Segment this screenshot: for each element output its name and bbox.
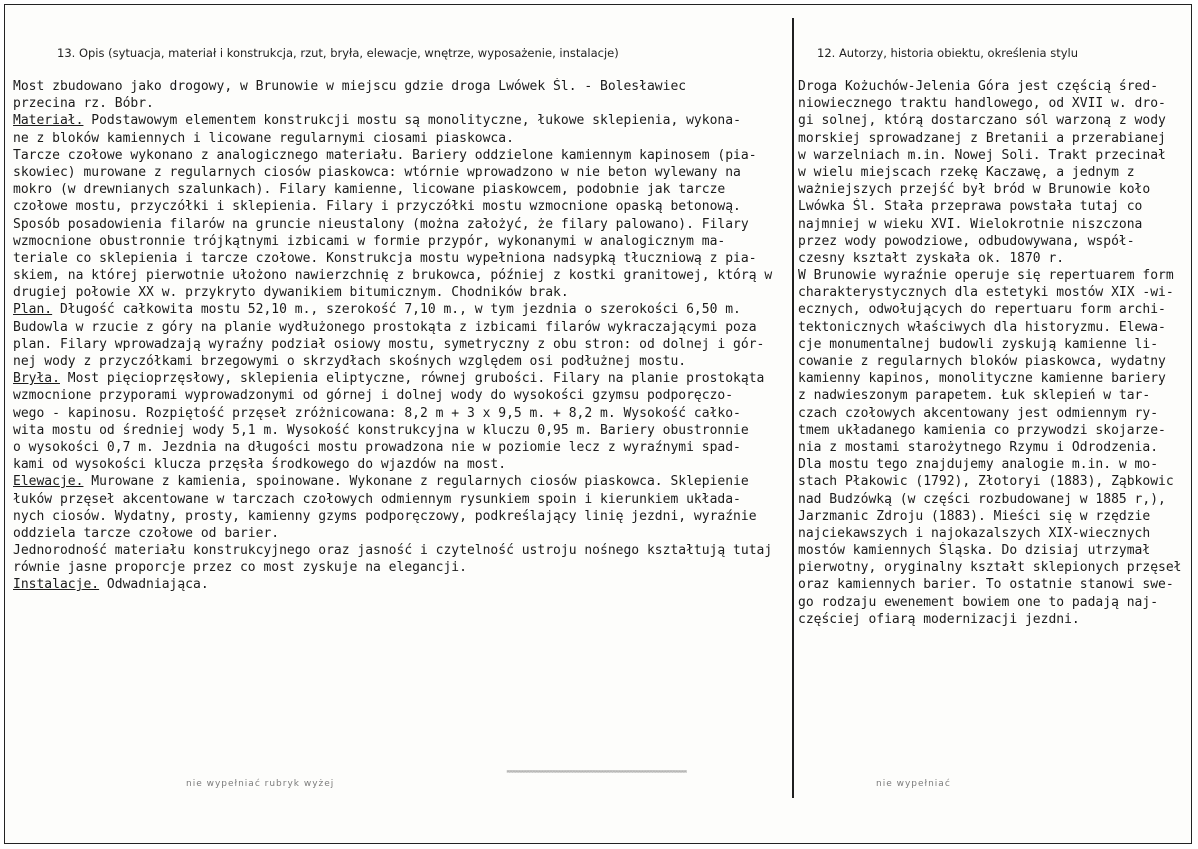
line-text: Murowane z kamienia, spoinowane. Wykonane z regularnych ciosów piaskowca. Sklepienie bbox=[83, 474, 749, 490]
line-text: Budowla w rzucie z góry na planie wydłużonego prostokąta z izbicami filarów wykraczającymi poza bbox=[13, 319, 757, 335]
description-line bbox=[13, 422, 789, 439]
line-text: drugiej połowie XX w. przykryto dywanikiem bitumicznym. Chodników brak. bbox=[13, 285, 569, 301]
line-text: Odwadniająca. bbox=[99, 577, 209, 593]
history-line: ważniejszych przejść był bród w Brunowie koło bbox=[798, 182, 1151, 198]
history-line: w wielu miejscach rzekę Kaczawę, a jednym z bbox=[798, 164, 1135, 180]
footer-note-right: nie wypełniać bbox=[876, 779, 951, 789]
line-text: Sposób posadowienia filarów na gruncie nieustalony (można założyć, że filary palowano). Filary bbox=[13, 216, 749, 232]
line-text: o wysokości 0,7 m. Jezdnia na długości mostu prowadzona nie w poziomie lecz z wyraźnymi spad- bbox=[13, 439, 741, 455]
description-line bbox=[13, 559, 789, 576]
description-line bbox=[13, 216, 789, 233]
description-line bbox=[13, 353, 789, 370]
description-line bbox=[13, 319, 789, 336]
history-line: tektonicznych właściwych dla historyzmu. Elewa- bbox=[798, 319, 1166, 335]
description-line bbox=[13, 576, 789, 593]
description-line bbox=[13, 387, 789, 404]
description-line bbox=[13, 78, 789, 95]
form-footer bbox=[16, 770, 1176, 796]
section-13-heading: 13. Opis (sytuacja, materiał i konstrukcja, rzut, bryła, elewacje, wnętrze, wyposażenie, instalacje) bbox=[57, 46, 619, 60]
line-text: oddziela tarcze czołowe od barier. bbox=[13, 525, 280, 541]
history-line: czach czołowych akcentowany jest odmiennym ry- bbox=[798, 405, 1159, 421]
history-line: morskiej sprowadzanej z Bretanii a przerabianej bbox=[798, 130, 1166, 146]
history-line: mostów kamiennych Śląska. Do dzisiaj utrzymał bbox=[798, 543, 1151, 559]
line-text: Tarcze czołowe wykonano z analogicznego materiału. Bariery oddzielone kamiennym kapinosem (pia- bbox=[13, 147, 757, 163]
section-label: Materiał. bbox=[13, 113, 84, 129]
description-line bbox=[13, 198, 789, 215]
line-text: wita mostu od średniej wody 5,1 m. Wysokość konstrukcyjna w kluczu 0,95 m. Bariery obustronnie bbox=[13, 422, 749, 438]
history-line: nia z mostami starożytnego Rzymu i Odrodzenia. bbox=[798, 439, 1159, 455]
history-text bbox=[798, 78, 1188, 628]
history-line: Droga Kożuchów-Jelenia Góra jest częścią śred- bbox=[798, 79, 1159, 94]
history-line: przez wody powodziowe, odbudowywana, współ- bbox=[798, 233, 1135, 249]
footer-note-left: nie wypełniać rubryk wyżej bbox=[186, 779, 335, 789]
history-line: częściej ofiarą modernizacji jezdni. bbox=[798, 611, 1080, 627]
description-line bbox=[13, 284, 789, 301]
description-line bbox=[13, 130, 789, 147]
line-text: skowiec) murowane z regularnych ciosów piaskowca: wtórnie wprowadzono w nie beton wylewany na bbox=[13, 164, 741, 180]
history-line: ecznych, odwołujących do repertuaru form archi- bbox=[798, 302, 1166, 318]
line-text: Podstawowym elementem konstrukcji mostu są monolityczne, łukowe sklepienia, wykona- bbox=[83, 113, 741, 129]
history-line: niowiecznego traktu handlowego, od XVII w. dro- bbox=[798, 96, 1166, 112]
history-line: kamienny kapinos, monolityczne kamienne bariery bbox=[798, 371, 1166, 387]
history-line: nad Budzówką (w części rozbudowanej w 1885 r,), bbox=[798, 491, 1166, 507]
section-label: Bryła. bbox=[13, 371, 60, 387]
description-line bbox=[13, 336, 789, 353]
description-line bbox=[13, 95, 789, 112]
history-line: najmniej w wieku XVI. Wielokrotnie niszczona bbox=[798, 216, 1143, 232]
history-line: stach Płakowic (1792), Złotoryi (1883), Ząbkowic bbox=[798, 474, 1174, 490]
line-text: Most zbudowano jako drogowy, w Brunowie w miejscu gdzie droga Lwówek Śl. - Bolesławiec bbox=[13, 79, 687, 94]
description-line bbox=[13, 370, 789, 387]
section-label: Instalacje. bbox=[13, 577, 100, 593]
section-label: Elewacje. bbox=[13, 474, 84, 490]
line-text: nych ciosów. Wydatny, prosty, kamienny gzyms podporęczowy, podkreślający linię jezdni, wyraźnie bbox=[13, 508, 757, 524]
line-text: ne z bloków kamiennych i licowane regularnymi ciosami piaskowca. bbox=[13, 130, 514, 146]
description-line bbox=[13, 233, 789, 250]
description-line bbox=[13, 250, 789, 267]
footer-wave-lines bbox=[16, 770, 1176, 774]
description-line bbox=[13, 301, 789, 318]
history-line: go rodzaju ewenement bowiem one to padają naj- bbox=[798, 594, 1159, 610]
history-line: pierwotny, oryginalny kształt sklepionych przęseł bbox=[798, 560, 1182, 576]
line-text: nej wody z przyczółkami brzegowymi o skrzydłach skośnych względem osi podłużnej mostu. bbox=[13, 354, 687, 369]
history-line: oraz kamiennych barier. To ostatnie stanowi swe- bbox=[798, 577, 1174, 593]
line-text: wzmocnione obustronnie trójkątnymi izbicami w formie przypór, wykonanymi w analogicznym ma- bbox=[13, 233, 726, 249]
description-line bbox=[13, 405, 789, 422]
history-line: czesny kształt zyskała ok. 1870 r. bbox=[798, 250, 1065, 266]
history-line: najciekawszych i najokazalszych XIX-wiecznych bbox=[798, 525, 1151, 541]
line-text: plan. Filary wprowadzają wyraźny podział osiowy mostu, symetryczny z obu stron: od dolnej i gór- bbox=[13, 336, 765, 352]
description-line bbox=[13, 181, 789, 198]
description-line bbox=[13, 112, 789, 129]
line-text: teriale co sklepienia i tarcze czołowe. Konstrukcja mostu wypełniona nadsypką tłuczniową z pia- bbox=[13, 250, 757, 266]
description-line bbox=[13, 147, 789, 164]
history-line: charakterystycznych dla estetyki mostów XIX -wi- bbox=[798, 285, 1174, 301]
history-line: tmem układanego kamienia co przywodzi skojarze- bbox=[798, 422, 1166, 438]
history-line: w warzelniach m.in. Nowej Soli. Trakt przecinał bbox=[798, 147, 1166, 163]
line-text: równie jasne proporcje przez co most zyskuje na elegancji. bbox=[13, 560, 467, 576]
line-text: czołowe mostu, przyczółki i sklepienia. Filary i przyczółki mostu wzmocnione opaską betonową. bbox=[13, 199, 741, 215]
description-line bbox=[13, 439, 789, 456]
section-label: Plan. bbox=[13, 302, 53, 318]
history-line: Lwówka Śl. Stała przeprawa powstała tutaj co bbox=[798, 199, 1143, 215]
description-text bbox=[13, 78, 789, 594]
description-line bbox=[13, 542, 789, 559]
description-line bbox=[13, 164, 789, 181]
line-text: wego - kapinosu. Rozpiętość przęseł zróżnicowana: 8,2 m + 3 x 9,5 m. + 8,2 m. Wysokość całko- bbox=[13, 405, 741, 421]
line-text: łuków przęseł akcentowane w tarczach czołowych odmiennym rysunkiem spoin i kierunkiem układa- bbox=[13, 491, 741, 507]
line-text: mokro (w drewnianych szalunkach). Filary kamienne, licowane piaskowcem, podobnie jak tarcze bbox=[13, 182, 726, 198]
history-line: Jarzmanic Zdroju (1883). Mieści się w rzędzie bbox=[798, 508, 1151, 524]
history-line: W Brunowie wyraźnie operuje się repertuarem form bbox=[798, 268, 1174, 284]
line-text: Długość całkowita mostu 52,10 m., szerokość 7,10 m., w tym jezdnia o szerokości 6,50 m. bbox=[52, 302, 741, 318]
description-line bbox=[13, 267, 789, 284]
description-line bbox=[13, 456, 789, 473]
section-12-heading: 12. Autorzy, historia obiektu, określenia stylu bbox=[817, 46, 1079, 60]
history-line: z nadwieszonym parapetem. Łuk sklepień w tar- bbox=[798, 388, 1151, 404]
line-text: przecina rz. Bóbr. bbox=[13, 96, 154, 112]
history-line: cje monumentalnej budowli zyskują kamienne li- bbox=[798, 336, 1159, 352]
line-text: kami od wysokości klucza przęsła środkowego do wjazdów na most. bbox=[13, 457, 507, 473]
line-text: wzmocnione przyporami wyprowadzonymi od górnej i dolnej wody do wysokości gzymsu podporęczo- bbox=[13, 388, 734, 404]
description-line bbox=[13, 508, 789, 525]
line-text: Jednorodność materiału konstrukcyjnego oraz jasność i czytelność ustroju nośnego kształtują tutaj bbox=[13, 543, 773, 559]
description-line bbox=[13, 491, 789, 508]
column-divider bbox=[792, 18, 794, 798]
line-text: skiem, na której pierwotnie ułożono nawierzchnię z brukowca, później z kostki granitowej, którą w bbox=[13, 268, 773, 284]
history-line: cowanie z regularnych bloków piaskowca, wydatny bbox=[798, 354, 1166, 369]
description-line bbox=[13, 473, 789, 490]
line-text: Most pięcioprzęsłowy, sklepienia eliptyczne, równej grubości. Filary na planie prostokąta bbox=[59, 371, 765, 387]
history-line: Dla mostu tego znajdujemy analogie m.in. w mo- bbox=[798, 457, 1159, 473]
description-line bbox=[13, 525, 789, 542]
history-line: gi solnej, którą dostarczano sól warzoną z wody bbox=[798, 113, 1166, 129]
